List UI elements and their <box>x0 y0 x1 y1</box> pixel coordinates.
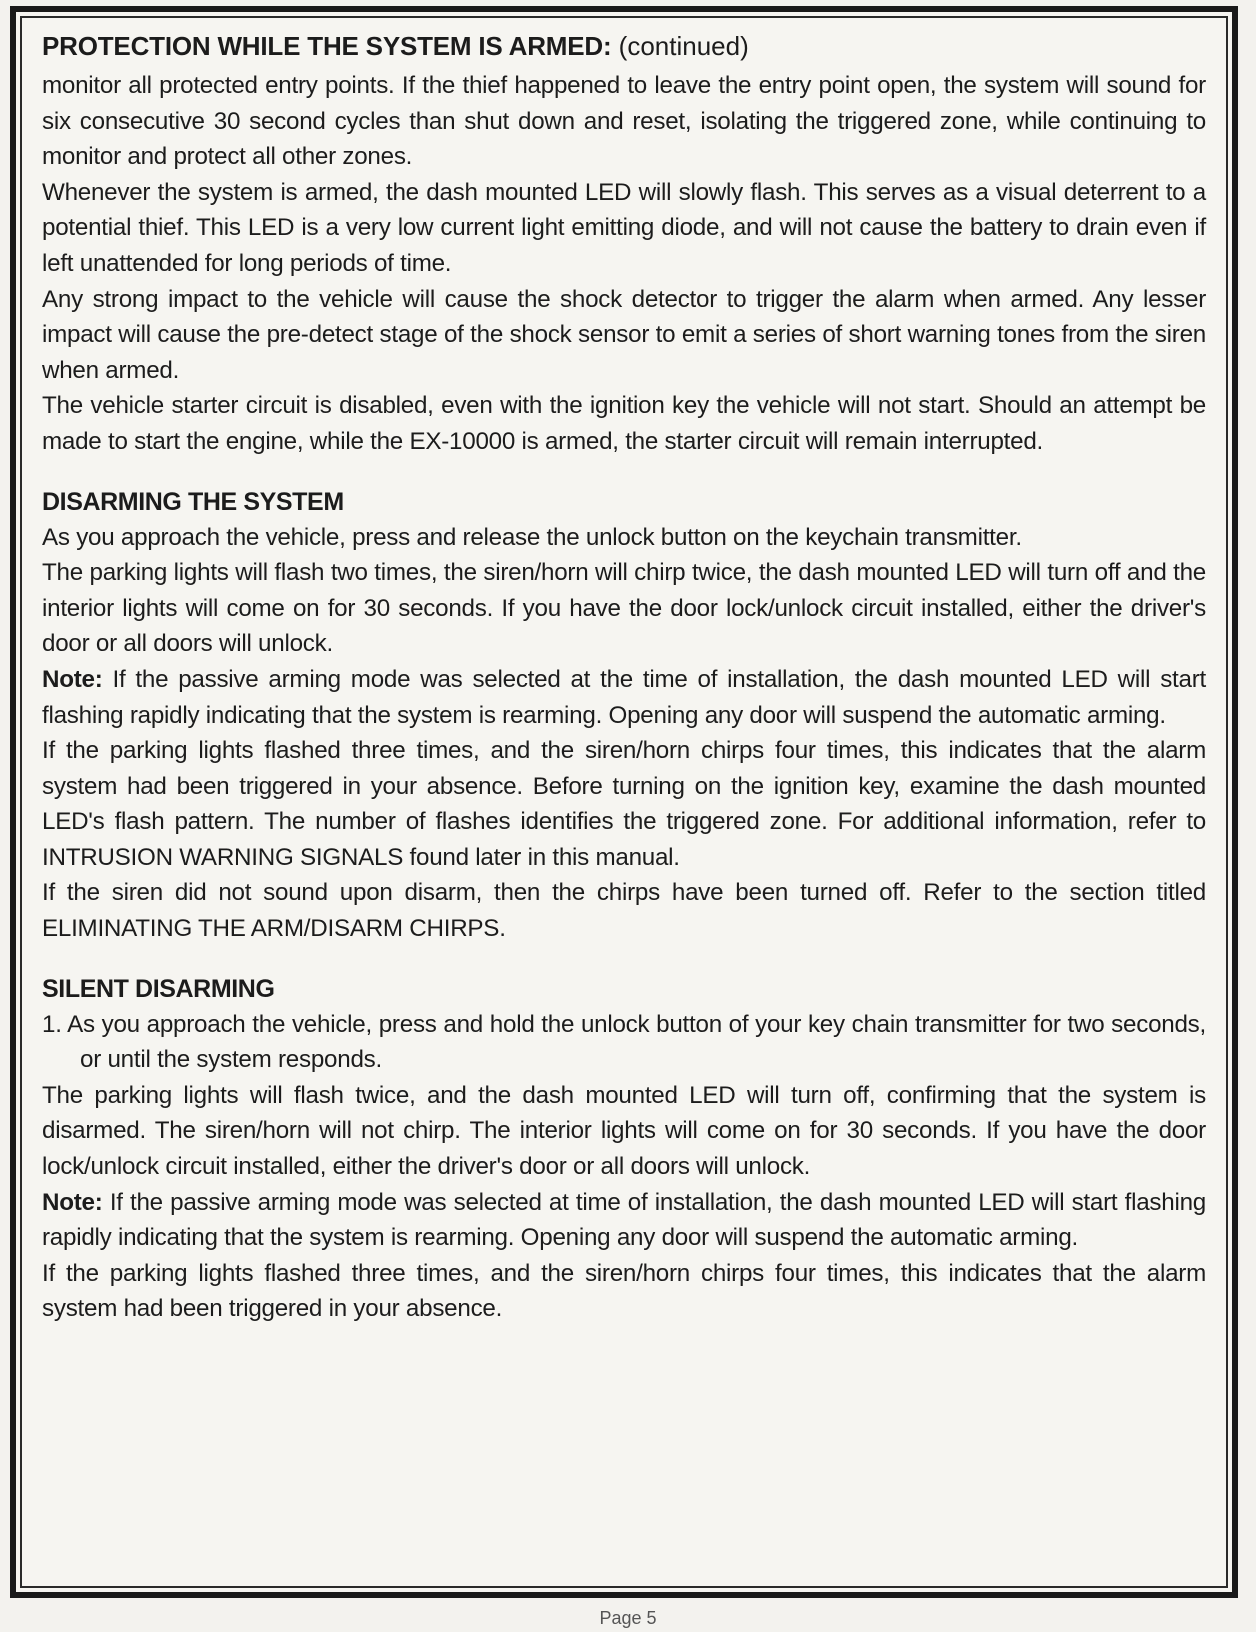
paragraph: The vehicle starter circuit is disabled, even with the ignition key the vehicle will not start. Should an attempt be made to start the engine, while the EX-10000 is armed, the starter circuit will remain interrupted. <box>42 392 1206 455</box>
list-item: 1. As you approach the vehicle, press and hold the unlock button of your key chain transmitter for two seconds, or until the system responds. <box>42 1010 1206 1074</box>
note-paragraph <box>42 662 1206 733</box>
section-title <box>42 28 1206 64</box>
note-paragraph <box>42 1185 1206 1256</box>
paragraph: If the siren did not sound upon disarm, then the chirps have been turned off. Refer to the section titled ELIMINATING THE ARM/DISARM CHIRPS. <box>42 879 1206 943</box>
paragraph: Any strong impact to the vehicle will cause the shock detector to trigger the alarm when armed. Any lesser impact will cause the pre-detect stage of the shock sensor to emit a series of short warning tones from the siren when armed. <box>42 285 1206 384</box>
paragraph: If the parking lights flashed three times, and the siren/horn chirps four times, this indicates that the alarm system had been triggered in your absence. <box>42 1259 1206 1323</box>
section-heading-disarming: DISARMING THE SYSTEM <box>42 487 344 516</box>
paragraph: monitor all protected entry points. If the thief happened to leave the entry point open, the system will sound for six consecutive 30 second cycles than shut down and reset, isolating the triggered zone, while continuing to monitor and protect all other zones. <box>42 72 1206 171</box>
paragraph: As you approach the vehicle, press and release the unlock button on the keychain transmitter. <box>42 523 1022 551</box>
document-frame <box>10 6 1238 1598</box>
section-title-text: PROTECTION WHILE THE SYSTEM IS ARMED: <box>42 31 612 61</box>
continued-label: (continued) <box>611 31 749 61</box>
document-content <box>20 16 1228 1588</box>
section-heading-silent-disarming: SILENT DISARMING <box>42 974 275 1003</box>
page-number: Page 5 <box>599 1608 657 1628</box>
note-label: Note: <box>42 665 103 693</box>
paragraph: Whenever the system is armed, the dash mounted LED will slowly flash. This serves as a visual deterrent to a potential thief. This LED is a very low current light emitting diode, and will not cause the battery to drain even if left unattended for long periods of time. <box>42 178 1206 277</box>
paragraph: The parking lights will flash two times, the siren/horn will chirp twice, the dash mounted LED will turn off and the interior lights will come on for 30 seconds. If you have the door lock/unlock circuit installed, either the driver's door or all doors will unlock. <box>42 559 1206 658</box>
note-label: Note: <box>42 1188 103 1216</box>
note-text: If the passive arming mode was selected at the time of installation, the dash mounted LED will start flashing rapidly indicating that the system is rearming. Opening any door will suspend the automatic arming. <box>42 665 1206 729</box>
note-text: If the passive arming mode was selected at time of installation, the dash mounted LED will start flashing rapidly indicating that the system is rearming. Opening any door will suspend the automatic arming. <box>42 1188 1206 1252</box>
paragraph: If the parking lights flashed three times, and the siren/horn chirps four times, this indicates that the alarm system had been triggered in your absence. Before turning on the ignition key, examine the dash mounted LED's flash pattern. The number of flashes identifies the triggered zone. For additional information, refer to INTRUSION WARNING SIGNALS found later in this manual. <box>42 737 1206 871</box>
paragraph: The parking lights will flash twice, and the dash mounted LED will turn off, confirming that the system is disarmed. The siren/horn will not chirp. The interior lights will come on for 30 seconds. If you have the door lock/unlock circuit installed, either the driver's door or all doors will unlock. <box>42 1081 1206 1181</box>
